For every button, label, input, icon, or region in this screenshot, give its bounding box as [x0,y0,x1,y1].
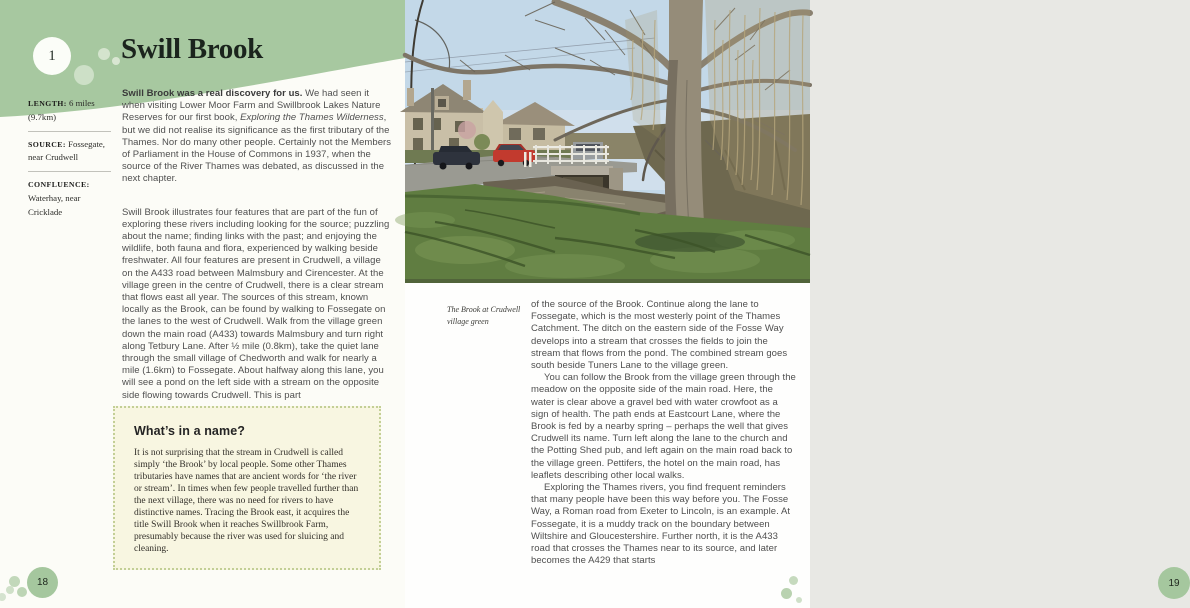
name-box-heading: What’s in a name? [134,424,245,438]
page-number-left [27,567,58,598]
brook-photo [405,0,810,283]
decor-dot [0,593,6,601]
walk-paragraph: You can follow the Brook from the village green through the meadow on the opposite side of the main road. Here, the water is clear above a gravel bed with water crowfoot as a sign of health. The path ends at Eastcourt Lane, where the Brook is fed by a nearby spring – perhaps the well that gives Crudwell its name. Turn left along the lane to the church and the Potting Shed pub, and left again on the main road back to the village green. Pettifers, the hotel on the main road, has leaflets describing other local walks. [531,372,796,481]
decor-dot [74,65,94,85]
second-paragraph: Swill Brook illustrates four features that are part of the fun of exploring these rivers including looking for the source; puzzling about the name; finding links with the past; and enjoying the wildlife, both fauna and flora, experienced by walking beside freshwater. All four features are present in Crudwell, a village on the A433 road between Malmsbury and Cirencester. At the village green in the centre of Crudwell, there is a clear stream that flows east all year. The sources of this stream, known locally as the Brook, can be found by walking to Fossegate on the lanes to the west of Crudwell. Walk from the village green down the main road (A433) towards Malmsbury and turn right along Tetbury Lane. After ½ mile (0.8km), take the quiet lane through the small village of Chedworth and walk for nearly a mile (1.6km) to Fossegate. About halfway along this lane, you will see a pond on the left side with a stream on the opposite side flowing towards Crudwell. This is part [122,206,390,401]
confluence-value: Waterhay, near Cricklade [28,192,81,217]
fosse-way-paragraph: Exploring the Thames rivers, you find frequent reminders that many people have been this way before you. The Fosse Way, a Roman road from Exeter to Lincoln, is an example. At Fossegate, it is a muddy track on the boundary between Wiltshire and Gloucestershire. Further north, it is the A433 road that crosses the Thames near to its source, and later becomes the A429 that starts [531,482,791,567]
name-box-body: It is not surprising that the stream in Crudwell is called simply ‘the Brook’ by local people. Some other Thames tributaries have names that are ancient words for ‘the river or stream’. In times when few people travelled further than the next village, there was no need for rivers to have distinctive names. Tracing the Brook east, it acquires the title Swill Brook when it reaches Swillbrook Farm, presumably because the river was used for sluicing and cleaning. [134,448,359,554]
whats-in-a-name-box [113,406,381,570]
decor-dot [112,57,120,65]
page-number-text: 19 [1168,577,1180,589]
sidebar-entry-confluence [28,178,111,219]
body-text-column [122,88,394,402]
page-number-text: 18 [36,577,49,588]
brook-photo-illustration [405,0,810,283]
chapter-number-badge [33,37,71,75]
sidebar-entry-length [28,97,111,125]
source-label: SOURCE: [28,139,66,149]
confluence-label: CONFLUENCE: [28,180,90,190]
decor-dot [6,586,14,594]
chapter-number: 1 [48,47,56,64]
book-title-italic: Exploring the Thames Wilderness [240,112,384,124]
chapter-title: Swill Brook [121,33,264,65]
intro-text: , but we did not realise its significance as the first tributary of the Thames. Nor do many other people. Certainly not the Members of Parliament in the House of Commons in 1937, when the source of the River Thames was debated, as discussed in the next chapter. [122,112,392,185]
photo-caption: The Brook at Crudwell village green [447,305,521,326]
decor-dot [796,597,802,603]
sidebar-entry-source [28,138,111,166]
length-value: 6 miles (9.7km) [28,98,95,122]
decor-dot [17,587,27,597]
page-left [0,0,405,608]
page-right [405,0,1180,608]
page-number-right [1158,567,1190,599]
intro-bold-sentence: Swill Brook was a real discovery for us. [122,88,303,99]
decor-dot [781,588,792,599]
decor-dot [789,576,798,585]
body-text-column-right [531,299,797,567]
source-value: Fossegate, near Crudwell [28,138,105,163]
sidebar-divider [28,171,111,172]
continuation-paragraph: of the source of the Brook. Continue along the lane to Fossegate, which is the most westerly point of the Thames Catchment. The ditch on the eastern side of the Fosse Way develops into a stream that crosses the fields to join the stream that flows from the pond. The combined stream goes south beside Tuners Lane to the village green. [531,299,788,372]
length-label: LENGTH: [28,99,67,108]
river-facts-sidebar [28,97,111,220]
intro-text: We had seen it when visiting Lower Moor Farm and Swillbrook Lakes Nature Reserves for our first book, [122,88,381,124]
sidebar-divider [28,131,111,132]
intro-paragraph [122,88,394,186]
decor-dot [98,48,110,60]
